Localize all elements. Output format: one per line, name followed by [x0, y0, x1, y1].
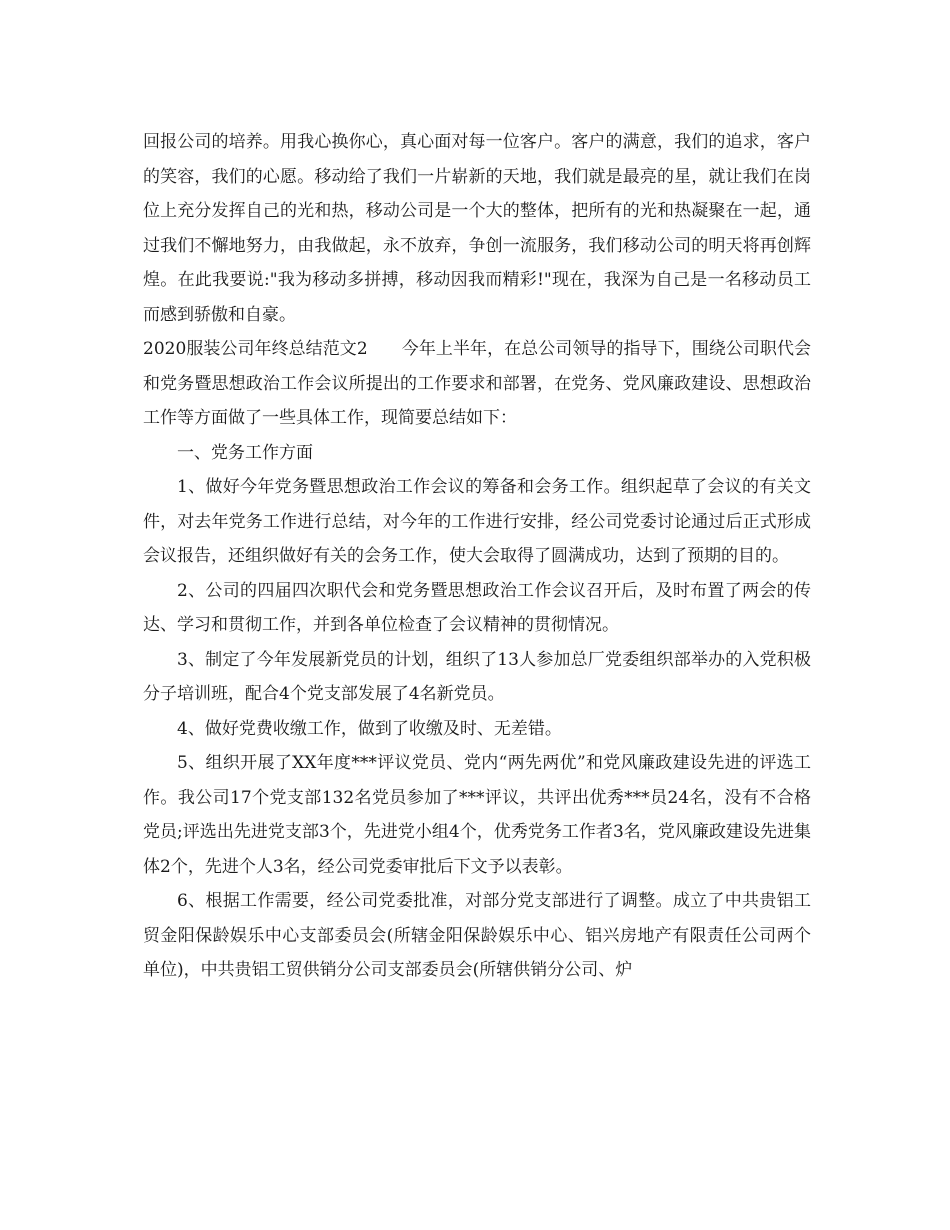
list-item-6: 6、根据工作需要，经公司党委批准，对部分党支部进行了调整。成立了中共贵铝工贸金阳保龄娱乐中心支部委员会(所辖金阳保龄娱乐中心、铝兴房地产有限责任公司两个单位)，中共贵铝工贸供销分公司支部委员会(所辖供销分公司、炉: [143, 891, 811, 980]
paragraph-closing-remarks: 回报公司的培养。用我心换你心，真心面对每一位客户。客户的满意，我们的追求，客户的笑容，我们的心愿。移动给了我们一片崭新的天地，我们就是最亮的星，就让我们在岗位上充分发挥自己的光和热，移动公司是一个大的整体，把所有的光和热凝聚在一起，通过我们不懈地努力，由我做起，永不放弃，争创一流服务，我们移动公司的明天将再创辉煌。在此我要说:"我为移动多拼搏，移动因我而精彩!"现在，我深为自己是一名移动员工而感到骄傲和自豪。: [143, 132, 811, 325]
list-item-1: 1、做好今年党务暨思想政治工作会议的筹备和会务工作。组织起草了会议的有关文件，对去年党务工作进行总结，对今年的工作进行安排，经公司党委讨论通过后正式形成会议报告，还组织做好有关的会务工作，使大会取得了圆满成功，达到了预期的目的。: [143, 477, 811, 566]
list-item-3: 3、制定了今年发展新党员的计划，组织了13人参加总厂党委组织部举办的入党积极分子培训班，配合4个党支部发展了4名新党员。: [143, 649, 811, 704]
document-body: [143, 125, 811, 988]
list-item-2: 2、公司的四届四次职代会和党务暨思想政治工作会议召开后，及时布置了两会的传达、学习和贯彻工作，并到各单位检查了会议精神的贯彻情况。: [143, 580, 811, 635]
list-item-4: 4、做好党费收缴工作，做到了收缴及时、无差错。: [177, 718, 562, 739]
section-heading-party-work: 一、党务工作方面: [177, 442, 313, 463]
paragraph-summary-intro: 2020服装公司年终总结范文2 今年上半年，在总公司领导的指导下，围绕公司职代会和党务暨思想政治工作会议所提出的工作要求和部署，在党务、党风廉政建设、思想政治工作等方面做了一些具体工作，现简要总结如下：: [143, 339, 811, 428]
list-item-5: 5、组织开展了XX年度***评议党员、党内“两先两优”和党风廉政建设先进的评选工作。我公司17个党支部132名党员参加了***评议，共评出优秀***员24名，没有不合格党员;评选出先进党支部3个，先进党小组4个，优秀党务工作者3名，党风廉政建设先进集体2个，先进个人3名，经公司党委审批后下文予以表彰。: [143, 753, 811, 877]
